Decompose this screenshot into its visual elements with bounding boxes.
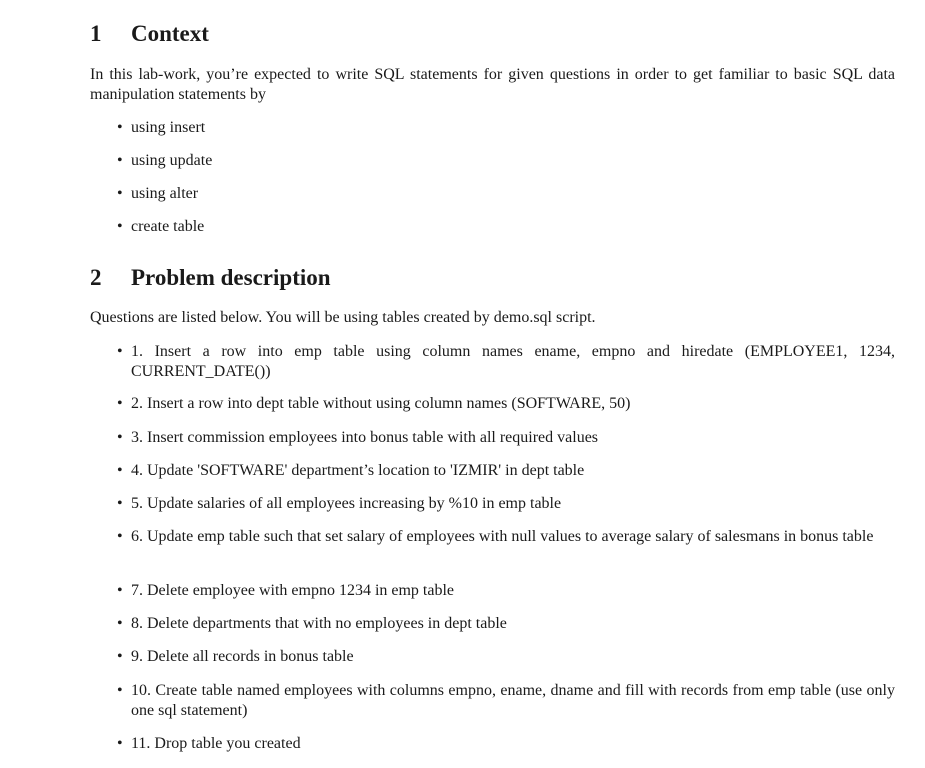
question-text: 4. Update 'SOFTWARE' department’s location to 'IZMIR' in dept table bbox=[131, 462, 585, 479]
section-1-heading bbox=[90, 21, 209, 47]
bullet-icon: • bbox=[117, 615, 123, 632]
question-text: 3. Insert commission employees into bonus table with all required values bbox=[131, 429, 599, 446]
bullet-icon: • bbox=[117, 528, 123, 545]
bullet-icon: • bbox=[117, 648, 123, 665]
question-text: 8. Delete departments that with no employees in dept table bbox=[131, 615, 507, 632]
section-2-number: 2 bbox=[90, 265, 102, 290]
bullet-icon: • bbox=[117, 395, 123, 412]
bullet-icon: • bbox=[117, 218, 123, 235]
bullet-icon: • bbox=[117, 343, 123, 360]
list-item-text: using alter bbox=[131, 185, 199, 202]
bullet-icon: • bbox=[117, 462, 123, 479]
section-2-heading bbox=[90, 265, 331, 291]
section-1-number: 1 bbox=[90, 21, 102, 46]
question-text: 6. Update emp table such that set salary of employees with null values to average salary of salesmans in bonus table bbox=[131, 528, 874, 545]
list-item-text: using insert bbox=[131, 119, 206, 136]
list-item-text: using update bbox=[131, 152, 213, 169]
bullet-icon: • bbox=[117, 582, 123, 599]
bullet-icon: • bbox=[117, 735, 123, 752]
question-text: 7. Delete employee with empno 1234 in emp table bbox=[131, 582, 455, 599]
bullet-icon: • bbox=[117, 119, 123, 136]
question-text: 10. Create table named employees with columns empno, ename, dname and fill with records from emp table (use only one sql statement) bbox=[131, 682, 895, 719]
bullet-icon: • bbox=[117, 682, 123, 699]
question-text: 11. Drop table you created bbox=[131, 735, 301, 752]
section-2-title: Problem description bbox=[131, 265, 331, 290]
section-2-intro: Questions are listed below. You will be using tables created by demo.sql script. bbox=[90, 309, 596, 326]
bullet-icon: • bbox=[117, 429, 123, 446]
bullet-icon: • bbox=[117, 495, 123, 512]
bullet-icon: • bbox=[117, 152, 123, 169]
question-text: 5. Update salaries of all employees increasing by %10 in emp table bbox=[131, 495, 562, 512]
list-item-text: create table bbox=[131, 218, 205, 235]
bullet-icon: • bbox=[117, 185, 123, 202]
question-text: 1. Insert a row into emp table using column names ename, empno and hiredate (EMPLOYEE1, 1234, CURRENT_DATE()) bbox=[131, 343, 895, 380]
question-text: 2. Insert a row into dept table without using column names (SOFTWARE, 50) bbox=[131, 395, 631, 412]
question-text: 9. Delete all records in bonus table bbox=[131, 648, 354, 665]
section-1-intro: In this lab-work, you’re expected to write SQL statements for given questions in order to get familiar to basic SQL data manipulation statements by bbox=[90, 66, 895, 103]
section-1-title: Context bbox=[131, 21, 209, 46]
